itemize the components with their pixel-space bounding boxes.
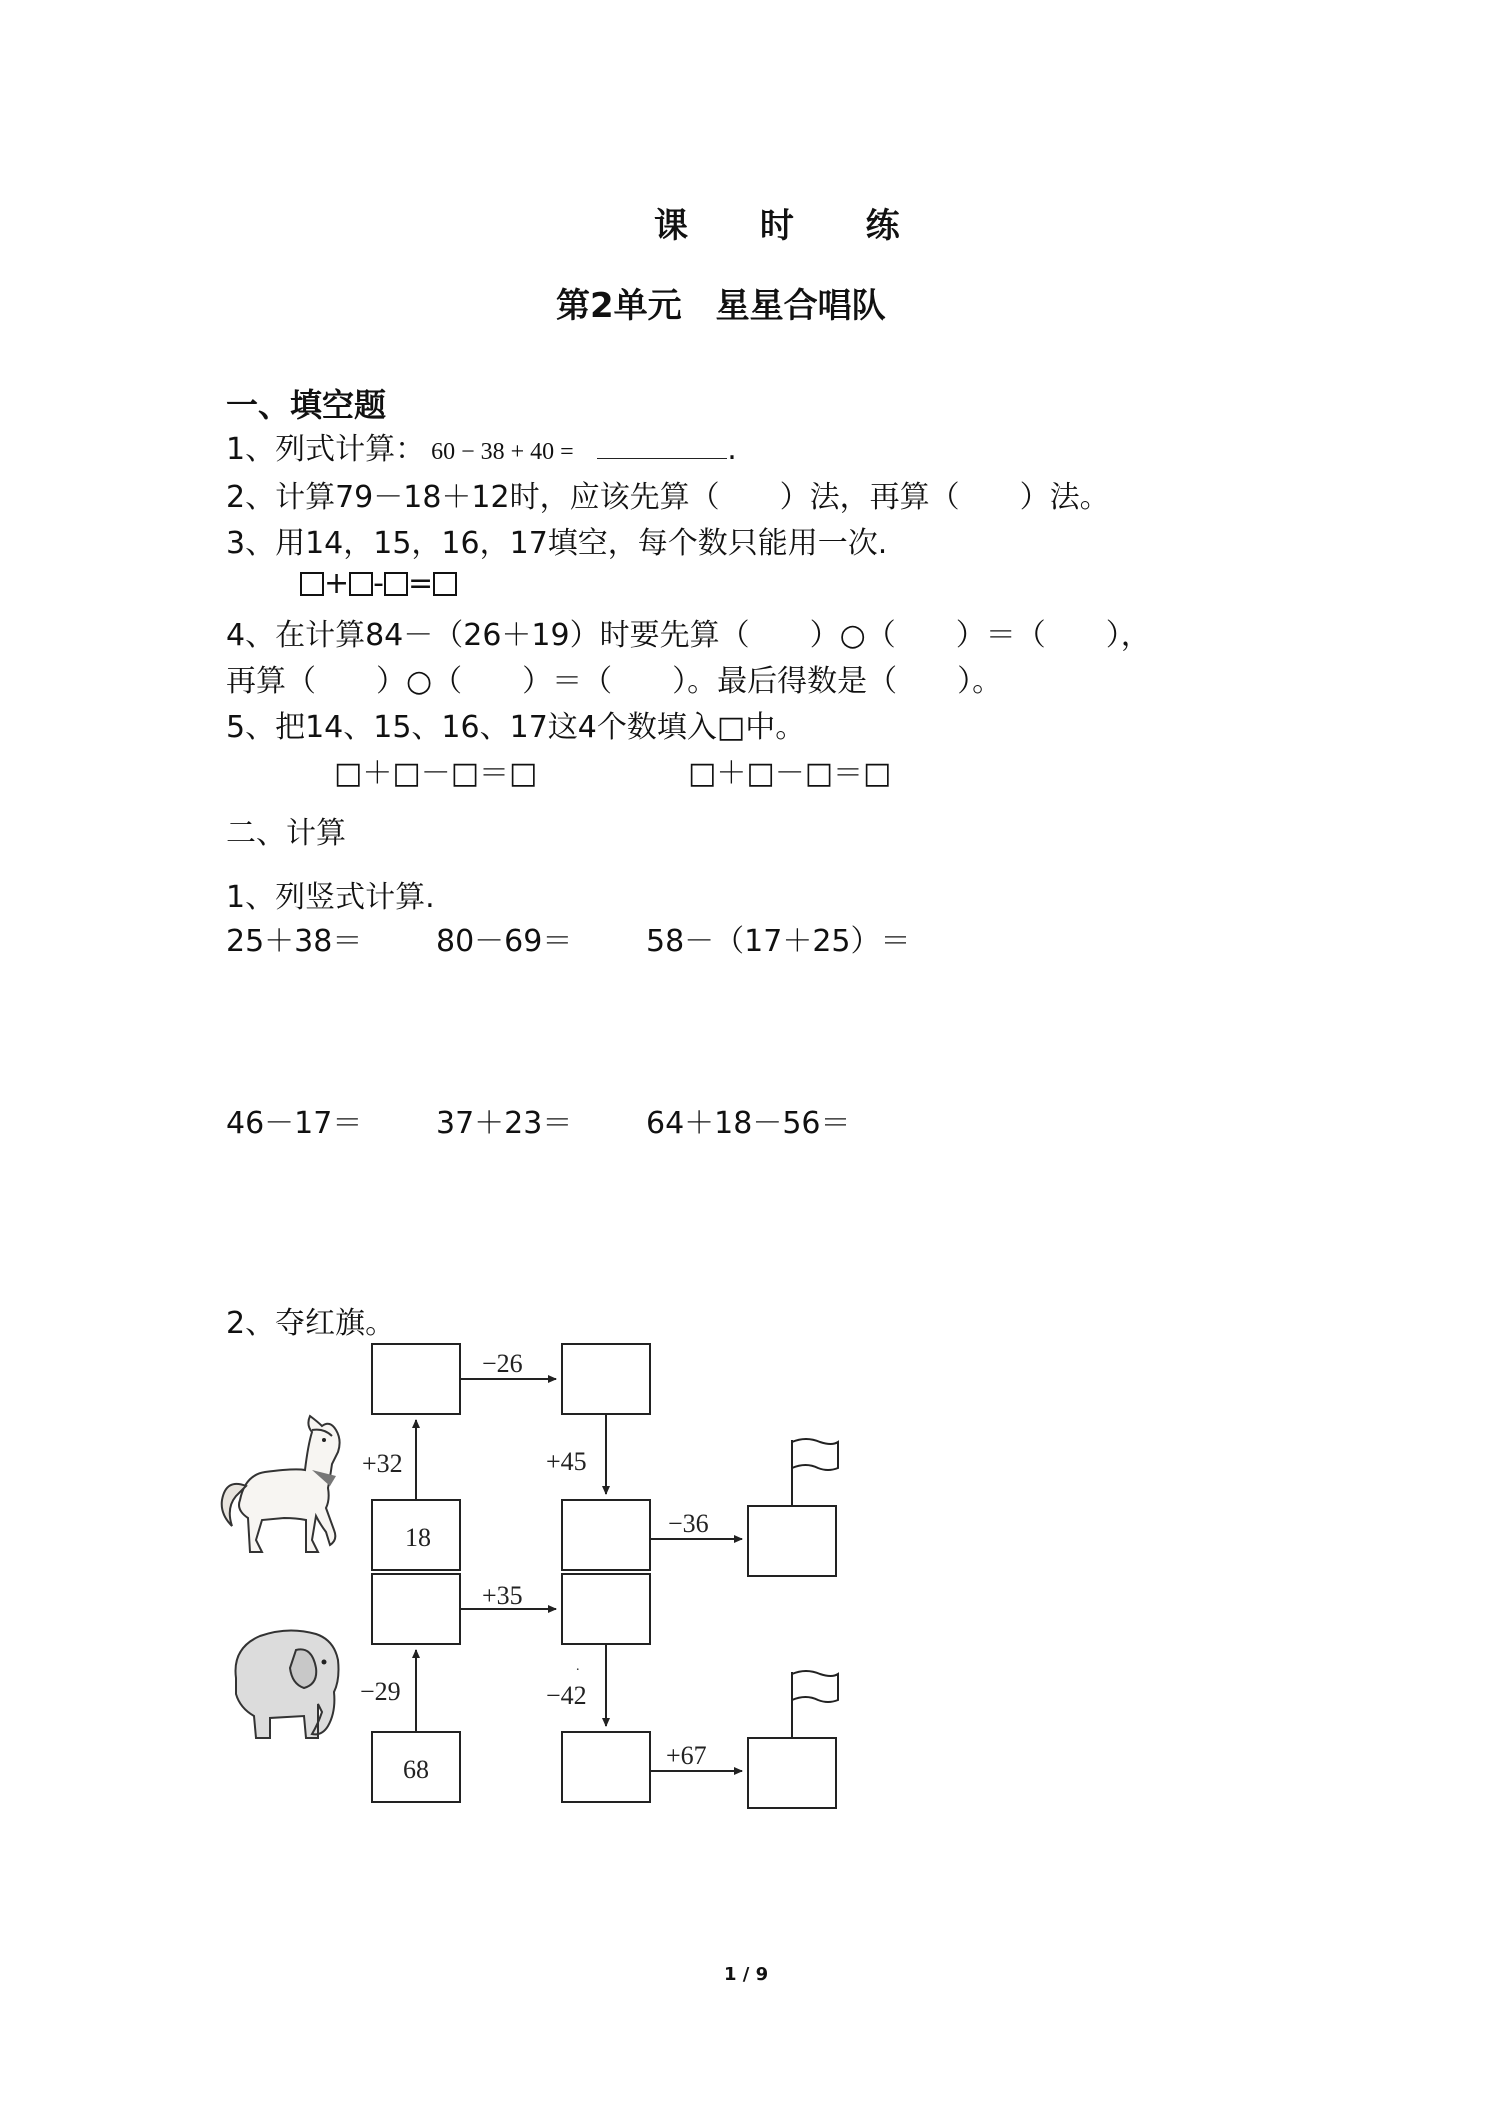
horse-illustration (222, 1416, 340, 1552)
calc-item: 80－69＝ (436, 924, 573, 959)
question-4-line-2: 再算（ ）○（ ）＝（ ）。最后得数是（ ）。 (226, 664, 1003, 699)
horse-box-after-plus32[interactable] (372, 1344, 460, 1414)
question-5-equation-b[interactable]: □＋□－□＝□ (688, 756, 892, 791)
op-label: −36 (668, 1509, 709, 1538)
op-label: +35 (482, 1581, 523, 1610)
calc-item: 46－17＝ (226, 1106, 363, 1141)
equals-sign: = (407, 566, 434, 601)
page-number: 1 / 9 (724, 1964, 769, 1985)
calc-item: 58－（17＋25）＝ (646, 924, 911, 959)
question-1-suffix: . (727, 432, 737, 467)
stray-mark: . (576, 1659, 580, 1674)
subquestion-capture-flag: 2、夺红旗。 (226, 1306, 396, 1341)
horse-flag-box[interactable] (748, 1506, 836, 1576)
question-1-prefix: 1、列式计算： (226, 432, 426, 467)
section-heading-fill-blank: 一、填空题 (226, 386, 387, 424)
question-3: 3、用14，15，16，17填空，每个数只能用一次. (226, 526, 888, 561)
flag-icon (792, 1439, 838, 1506)
flag-icon (792, 1671, 838, 1738)
op-label: −29 (360, 1677, 401, 1706)
elephant-box-after-plus35[interactable] (562, 1574, 650, 1644)
question-2: 2、计算79－18＋12时，应该先算（ ）法，再算（ ）法。 (226, 480, 1110, 515)
plus-sign: + (324, 566, 350, 601)
elephant-box-after-minus42[interactable] (562, 1732, 650, 1802)
question-5-equation-a[interactable]: □＋□－□＝□ (334, 756, 538, 791)
op-label: +32 (362, 1449, 403, 1478)
question-4-line-1: 4、在计算84－（26＋19）时要先算（ ）○（ ）＝（ ）， (226, 618, 1151, 653)
question-1-expression: 60 − 38 + 40 = (431, 439, 574, 465)
horse-box-after-minus26[interactable] (562, 1344, 650, 1414)
horse-box-after-plus45[interactable] (562, 1500, 650, 1570)
unit-subtitle: 第2单元 星星合唱队 (556, 286, 886, 326)
op-label: −42 (546, 1681, 587, 1710)
minus-sign: - (373, 566, 384, 601)
horse-start-value: 18 (405, 1523, 431, 1552)
elephant-flag-box[interactable] (748, 1738, 836, 1808)
question-5: 5、把14、15、16、17这4个数填入□中。 (226, 710, 806, 745)
subquestion-vertical-calc: 1、列竖式计算. (226, 880, 435, 915)
calc-item: 64＋18－56＝ (646, 1106, 851, 1141)
op-label: +67 (666, 1741, 707, 1770)
op-label: +45 (546, 1447, 587, 1476)
elephant-box-after-minus29[interactable] (372, 1574, 460, 1644)
section-heading-calculation: 二、计算 (226, 816, 346, 851)
op-label: −26 (482, 1349, 523, 1378)
calc-item: 25＋38＝ (226, 924, 363, 959)
calc-item: 37＋23＝ (436, 1106, 573, 1141)
page-title: 课 时 练 (654, 206, 930, 246)
elephant-start-value: 68 (403, 1755, 429, 1784)
elephant-illustration (236, 1630, 339, 1738)
